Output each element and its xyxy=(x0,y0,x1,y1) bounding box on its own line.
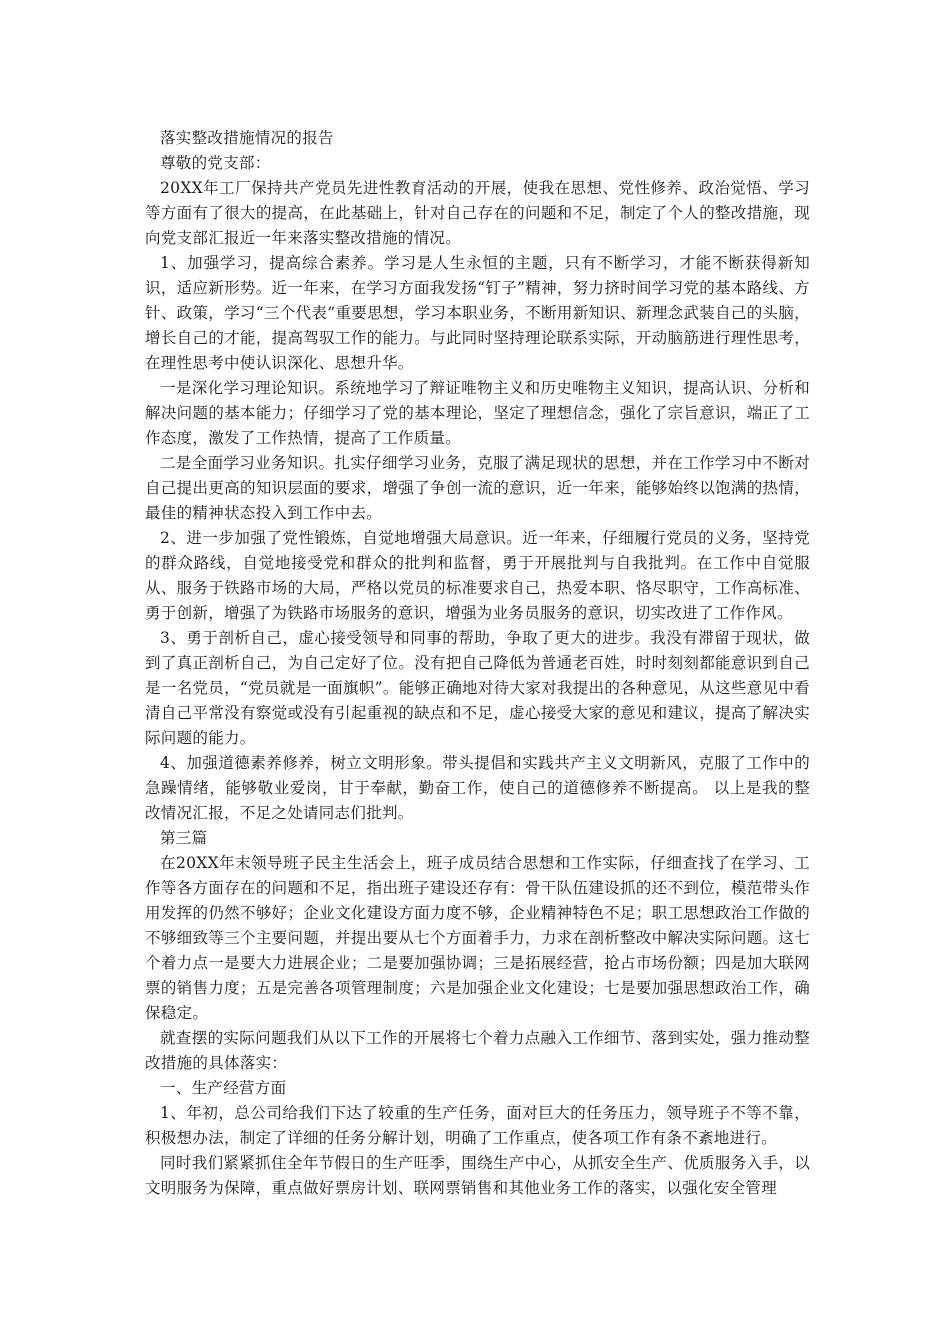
paragraph: 1、年初，总公司给我们下达了较重的生产任务，面对巨大的任务压力，领导班子不等不靠，积极想办法，制定了详细的任务分解计划，明确了工作重点，使各项工作有条不紊地进行。 xyxy=(145,1104,810,1147)
paragraph: 同时我们紧紧抓住全年节假日的生产旺季，围绕生产中心，从抓安全生产、优质服务入手，以文明服务为保障，重点做好票房计划、联网票销售和其他业务工作的落实，以强化安全管理 xyxy=(145,1154,810,1197)
section-title: 第三篇 xyxy=(160,829,208,847)
paragraph: 3、勇于剖析自己，虚心接受领导和同事的帮助，争取了更大的进步。我没有滞留于现状，做到了真正剖析自己，为自己定好了位。没有把自己降低为普通老百姓，时时刻刻都能意识到自己是一名党员，“党员就是一面旗帜”。能够正确地对待大家对我提出的各种意见，从这些意见中看清自己平常没有察觉或没有引起重视的缺点和不足，虚心接受大家的意见和建议，提高了解决实际问题的能力。 xyxy=(145,629,810,747)
paragraph: 就查摆的实际问题我们从以下工作的开展将七个着力点融入工作细节、落到实处，强力推动整改措施的具体落实： xyxy=(145,1029,810,1072)
subheading: 一、生产经营方面 xyxy=(160,1079,287,1097)
paragraph: 20XX年工厂保持共产党员先进性教育活动的开展，使我在思想、党性修养、政治觉悟、学习等方面有了很大的提高，在此基础上，针对自己存在的问题和不足，制定了个人的整改措施，现向党支部汇报近一年来落实整改措施的情况。 xyxy=(145,179,810,247)
salutation: 尊敬的党支部： xyxy=(160,154,271,172)
document-title: 落实整改措施情况的报告 xyxy=(160,129,334,147)
paragraph: 在20XX年末领导班子民主生活会上，班子成员结合思想和工作实际，仔细查找了在学习、工作等各方面存在的问题和不足，指出班子建设还存有：骨干队伍建设抓的还不到位，模范带头作用发挥的仍然不够好；企业文化建设方面力度不够，企业精神特色不足；职工思想政治工作做的不够细致等三个主要问题，并提出要从七个方面着手力，力求在剖析整改中解决实际问题。这七个着力点一是要大力进展企业；二是要加强协调；三是拓展经营，抢占市场份额；四是加大联网票的销售力度；五是完善各项管理制度；六是加强企业文化建设；七是要加强思想政治工作，确保稳定。 xyxy=(145,854,810,1022)
paragraph: 1、加强学习，提高综合素养。学习是人生永恒的主题，只有不断学习，才能不断获得新知识，适应新形势。近一年来，在学习方面我发扬“钉子”精神，努力挤时间学习党的基本路线、方针、政策，学习“三个代表”重要思想，学习本职业务，不断用新知识、新理念武装自己的头脑，增长自己的才能，提高驾驭工作的能力。与此同时坚持理论联系实际，开动脑筋进行理性思考，在理性思考中使认识深化、思想升华。 xyxy=(145,254,810,372)
paragraph: 一是深化学习理论知识。系统地学习了辩证唯物主义和历史唯物主义知识，提高认识、分析和解决问题的基本能力；仔细学习了党的基本理论，坚定了理想信念，强化了宗旨意识，端正了工作态度，激发了工作热情，提高了工作质量。 xyxy=(145,379,810,447)
paragraph: 2、进一步加强了党性锻炼，自觉地增强大局意识。近一年来，仔细履行党员的义务，坚持党的群众路线，自觉地接受党和群众的批判和监督，勇于开展批判与自我批判。在工作中自觉服从、服务于铁路市场的大局，严格以党员的标准要求自己，热爱本职、恪尽职守，工作高标准、勇于创新，增强了为铁路市场服务的意识，增强为业务员服务的意识，切实改进了工作作风。 xyxy=(145,529,810,622)
paragraph: 二是全面学习业务知识。扎实仔细学习业务，克服了满足现状的思想，并在工作学习中不断对自己提出更高的知识层面的要求，增强了争创一流的意识，近一年来，能够始终以饱满的热情，最佳的精神状态投入到工作中去。 xyxy=(145,454,810,522)
paragraph: 4、加强道德素养修养，树立文明形象。带头提倡和实践共产主义文明新风，克服了工作中的急躁情绪，能够敬业爱岗，甘于奉献，勤奋工作，使自己的道德修养不断提高。 以上是我的整改情况汇报，不足之处请同志们批判。 xyxy=(145,754,810,822)
document-page xyxy=(145,126,810,1201)
